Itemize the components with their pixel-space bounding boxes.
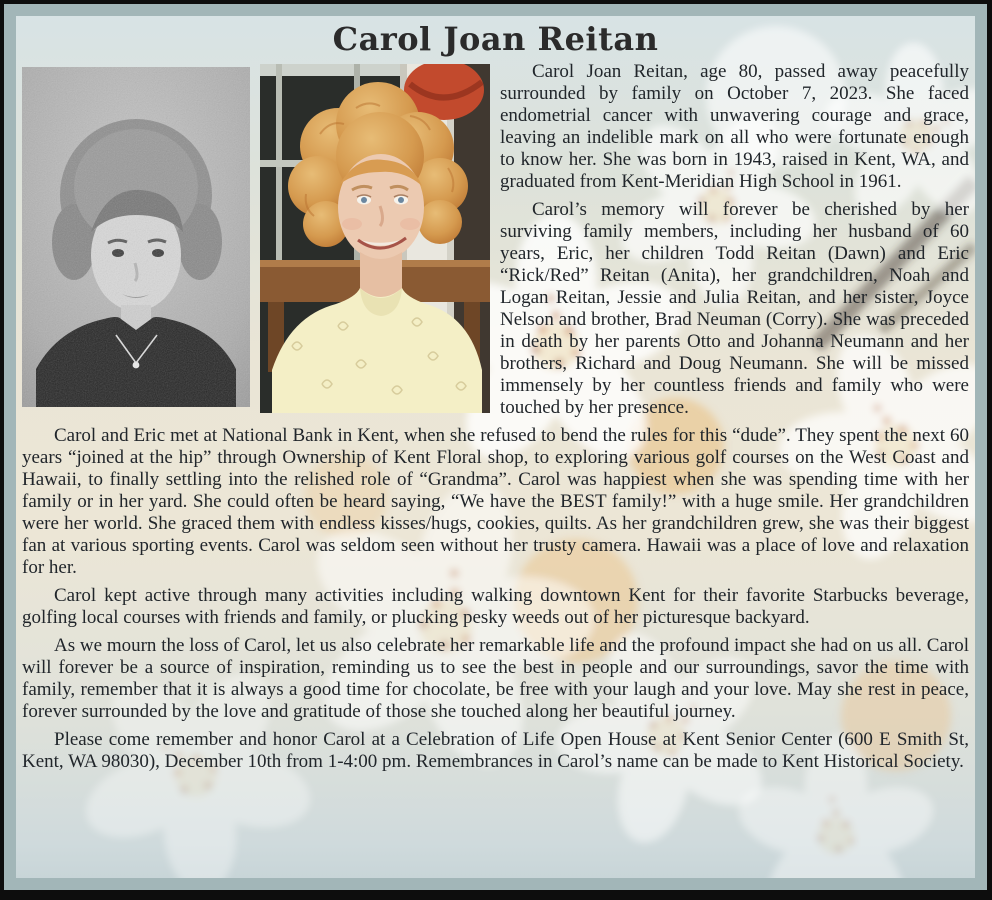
photo-current-color: [260, 64, 490, 413]
obituary-title: Carol Joan Reitan: [332, 20, 659, 58]
obituary-document: [16, 16, 975, 878]
teal-frame: [4, 4, 987, 890]
obituary-paragraph: As we mourn the loss of Carol, let us also celebrate her remarkable life and the profound impact she had on us all. Carol will forever be a source of inspiration, reminding us to see the best in people and our surroundings, savor the time with family, remember that it is always a good time for chocolate, be free with your laugh and your love. May she rest in peace, forever surrounded by the love and gratitude of those she touched along her beautiful journey.: [22, 635, 969, 723]
obituary-paragraph: Carol kept active through many activities including walking downtown Kent for their favorite Starbucks beverage, golfing local courses with friends and family, or plucking pesky weeds out of her picturesque backyard.: [22, 585, 969, 629]
obituary-paragraph: Carol Joan Reitan, age 80, passed away peacefully surrounded by family on October 7, 2023. She faced endometrial cancer with unwavering courage and grace, leaving an indelible mark on all who were fortunate enough to know her. She was born in 1943, raised in Kent, WA, and graduated from Kent-Meridian High School in 1961.: [500, 61, 969, 193]
obituary-paragraph: Please come remember and honor Carol at a Celebration of Life Open House at Kent Senior Center (600 E Smith St, Kent, WA 98030), December 10th from 1-4:00 pm. Remembrances in Carol’s name can be made to Kent Historical Society.: [22, 729, 969, 773]
obituary-paragraph: Carol and Eric met at National Bank in Kent, when she refused to bend the rules for this “dude”. They spent the next 60 years “joined at the hip” through Ownership of Kent Floral shop, to exploring various golf courses on the West Coast and Hawaii, to finally settling into the relished role of “Grandma”. Carol was happiest when she was spending time with her family or in her yard. She could often be heard saying, “We have the BEST family!” with a huge smile. Her grandchildren were her world. She graced them with endless kisses/hugs, cookies, quilts. As her grandchildren grew, she was their biggest fan at various sporting events. Carol was seldom seen without her trusty camera. Hawaii was a place of love and relaxation for her.: [22, 425, 969, 579]
photo-young-bw: [22, 67, 250, 407]
obituary-paragraph: Carol’s memory will forever be cherished by her surviving family members, including her husband of 60 years, Eric, her children Todd Reitan (Dawn) and Eric “Rick/Red” Reitan (Anita), her grandchildren, Noah and Logan Reitan, Jessie and Julia Reitan, and her sister, Joyce Nelson and brother, Brad Neuman (Corry). She was preceded in death by her parents Otto and Johanna Neumann and her brothers, Richard and Doug Neumann. She will be missed immensely by her countless friends and family who were touched by her presence.: [500, 199, 969, 419]
photos-row: [22, 64, 490, 413]
obituary-body: [16, 22, 975, 773]
